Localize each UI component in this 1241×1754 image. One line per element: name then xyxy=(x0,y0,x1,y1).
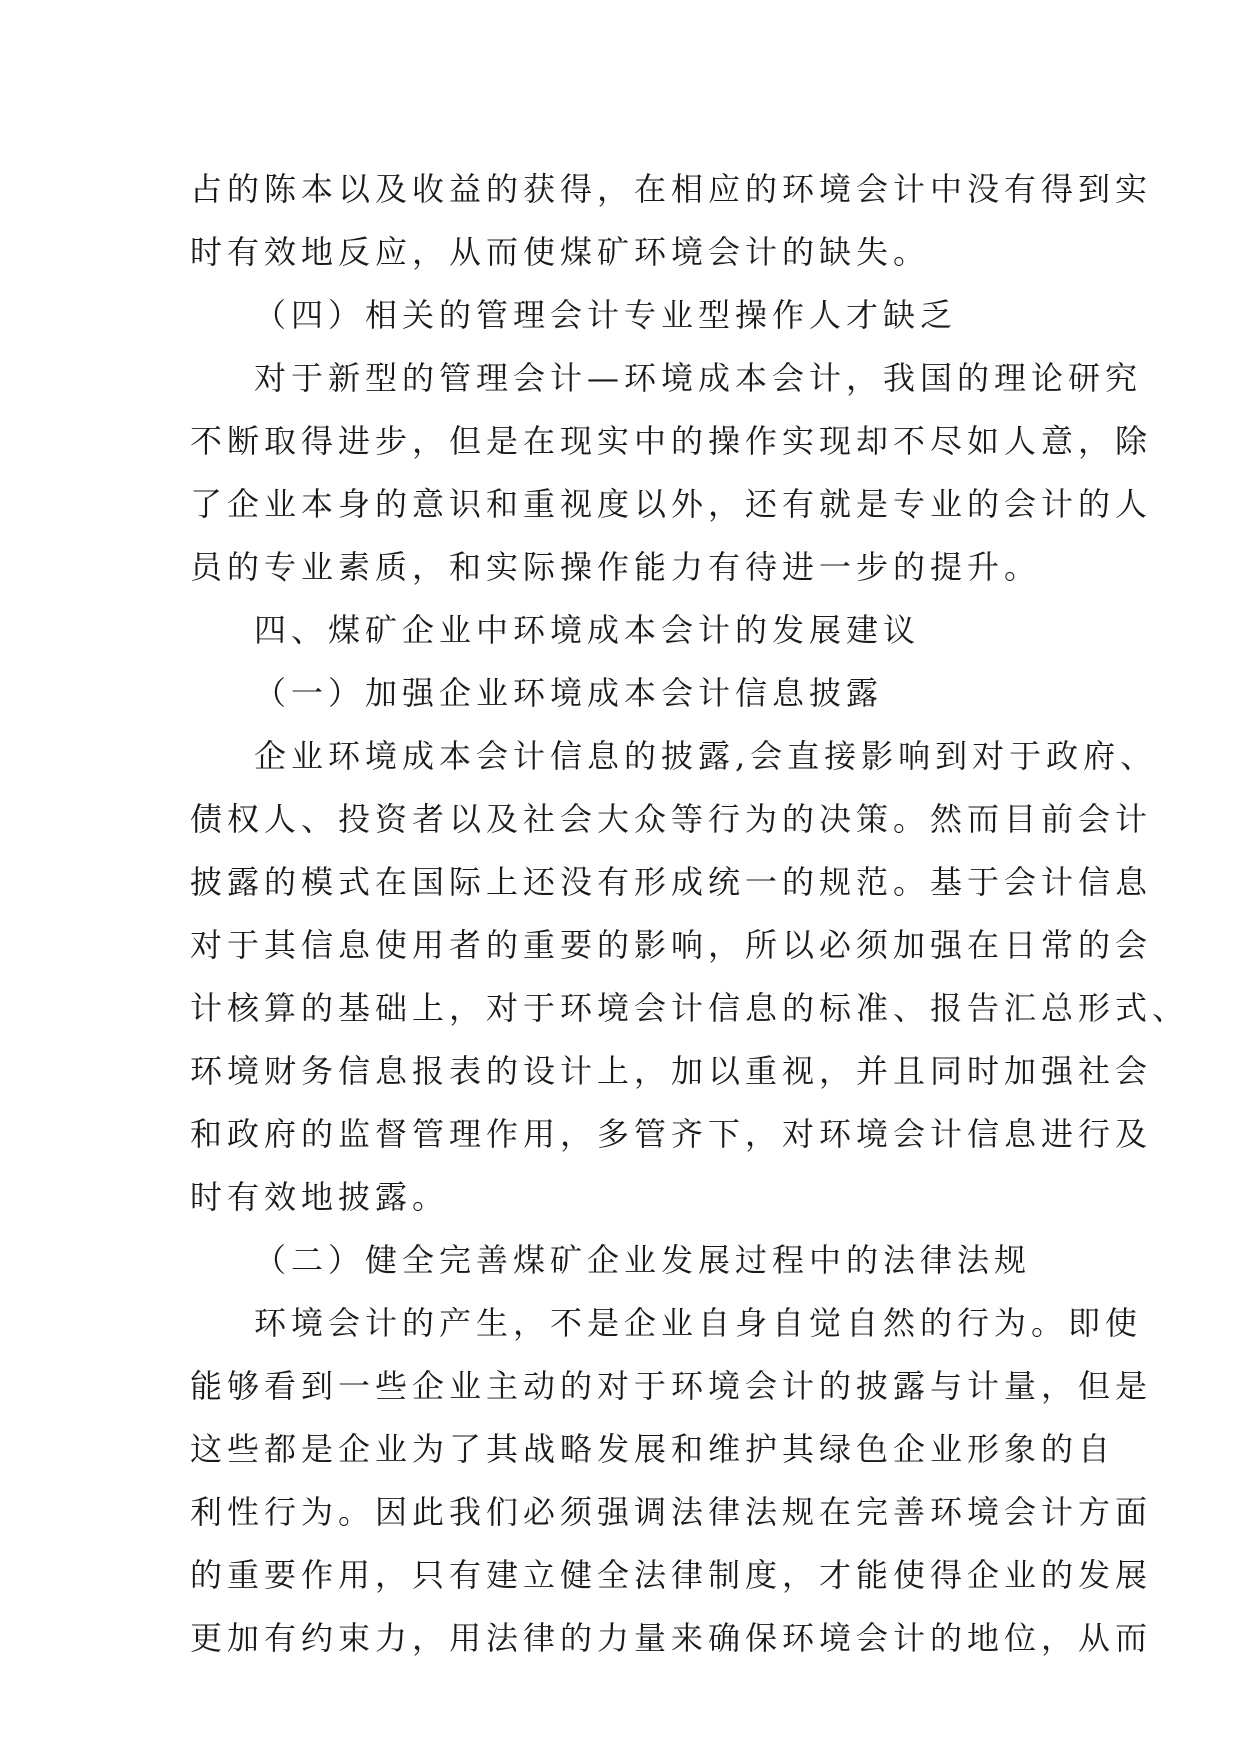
text-line: 对于其信息使用者的重要的影响，所以必须加强在日常的会 xyxy=(190,926,1153,964)
paragraph-first-line: 对于新型的管理会计—环境成本会计，我国的理论研究 xyxy=(254,359,1143,397)
text-line: 员的专业素质，和实际操作能力有待进一步的提升。 xyxy=(190,548,1042,586)
text-line: 不断取得进步，但是在现实中的操作实现却不尽如人意，除 xyxy=(190,422,1153,460)
section-heading: （二）健全完善煤矿企业发展过程中的法律法规 xyxy=(254,1241,1032,1279)
text-line: 更加有约束力，用法律的力量来确保环境会计的地位，从而 xyxy=(190,1619,1153,1657)
body-text xyxy=(190,158,1190,1670)
text-line: 的重要作用，只有建立健全法律制度，才能使得企业的发展 xyxy=(190,1556,1153,1594)
section-heading: （四）相关的管理会计专业型操作人才缺乏 xyxy=(254,296,958,334)
text-line: 能够看到一些企业主动的对于环境会计的披露与计量，但是 xyxy=(190,1367,1153,1405)
text-line: 这些都是企业为了其战略发展和维护其绿色企业形象的自 xyxy=(190,1430,1116,1468)
text-line: 占的陈本以及收益的获得，在相应的环境会计中没有得到实 xyxy=(190,170,1153,208)
text-line: 和政府的监督管理作用，多管齐下，对环境会计信息进行及 xyxy=(190,1115,1153,1153)
section-heading: （一）加强企业环境成本会计信息披露 xyxy=(254,674,884,712)
text-line: 时有效地反应，从而使煤矿环境会计的缺失。 xyxy=(190,233,931,271)
text-line: 环境财务信息报表的设计上，加以重视，并且同时加强社会 xyxy=(190,1052,1153,1090)
text-line: 利性行为。因此我们必须强调法律法规在完善环境会计方面 xyxy=(190,1493,1153,1531)
paragraph-first-line: 企业环境成本会计信息的披露,会直接影响到对于政府、 xyxy=(254,737,1158,775)
text-line: 了企业本身的意识和重视度以外，还有就是专业的会计的人 xyxy=(190,485,1153,523)
text-line: 披露的模式在国际上还没有形成统一的规范。基于会计信息 xyxy=(190,863,1153,901)
text-line: 时有效地披露。 xyxy=(190,1178,450,1216)
paragraph-first-line: 环境会计的产生，不是企业自身自觉自然的行为。即使 xyxy=(254,1304,1143,1342)
text-line: 计核算的基础上，对于环境会计信息的标准、报告汇总形式、 xyxy=(190,989,1190,1027)
chapter-heading: 四、煤矿企业中环境成本会计的发展建议 xyxy=(254,611,921,649)
text-line: 债权人、投资者以及社会大众等行为的决策。然而目前会计 xyxy=(190,800,1153,838)
